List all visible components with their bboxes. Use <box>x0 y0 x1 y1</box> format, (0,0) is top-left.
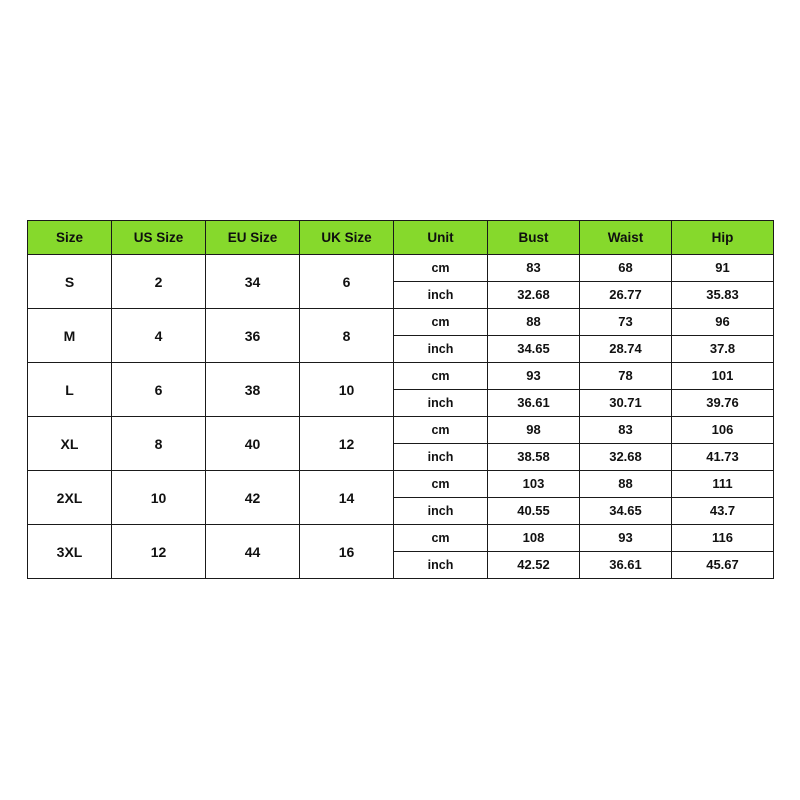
cell-eu-size: 38 <box>206 363 300 417</box>
cell-eu-size: 44 <box>206 525 300 579</box>
cell-bust: 108 <box>488 525 580 552</box>
cell-unit: inch <box>394 336 488 363</box>
cell-size: 3XL <box>28 525 112 579</box>
table-header <box>28 221 774 255</box>
cell-unit: inch <box>394 498 488 525</box>
cell-hip: 37.8 <box>672 336 774 363</box>
cell-unit: cm <box>394 255 488 282</box>
cell-size: XL <box>28 417 112 471</box>
column-header-uk-size: UK Size <box>300 221 394 255</box>
cell-bust: 83 <box>488 255 580 282</box>
cell-hip: 39.76 <box>672 390 774 417</box>
cell-waist: 30.71 <box>580 390 672 417</box>
table-row <box>28 417 774 444</box>
cell-hip: 91 <box>672 255 774 282</box>
cell-hip: 96 <box>672 309 774 336</box>
column-header-hip: Hip <box>672 221 774 255</box>
cell-hip: 41.73 <box>672 444 774 471</box>
cell-waist: 28.74 <box>580 336 672 363</box>
column-header-size: Size <box>28 221 112 255</box>
cell-waist: 68 <box>580 255 672 282</box>
cell-hip: 45.67 <box>672 552 774 579</box>
cell-waist: 32.68 <box>580 444 672 471</box>
cell-us-size: 2 <box>112 255 206 309</box>
cell-hip: 43.7 <box>672 498 774 525</box>
cell-bust: 38.58 <box>488 444 580 471</box>
cell-hip: 35.83 <box>672 282 774 309</box>
cell-size: S <box>28 255 112 309</box>
cell-waist: 83 <box>580 417 672 444</box>
cell-us-size: 6 <box>112 363 206 417</box>
table-row <box>28 363 774 390</box>
cell-uk-size: 8 <box>300 309 394 363</box>
cell-bust: 98 <box>488 417 580 444</box>
table-body <box>28 255 774 579</box>
cell-unit: inch <box>394 444 488 471</box>
cell-waist: 73 <box>580 309 672 336</box>
size-chart-table <box>27 220 774 579</box>
column-header-unit: Unit <box>394 221 488 255</box>
column-header-us-size: US Size <box>112 221 206 255</box>
cell-uk-size: 16 <box>300 525 394 579</box>
cell-hip: 106 <box>672 417 774 444</box>
cell-hip: 101 <box>672 363 774 390</box>
cell-unit: cm <box>394 471 488 498</box>
cell-us-size: 4 <box>112 309 206 363</box>
cell-unit: inch <box>394 552 488 579</box>
cell-uk-size: 6 <box>300 255 394 309</box>
cell-bust: 93 <box>488 363 580 390</box>
cell-eu-size: 42 <box>206 471 300 525</box>
cell-us-size: 8 <box>112 417 206 471</box>
cell-waist: 88 <box>580 471 672 498</box>
cell-us-size: 12 <box>112 525 206 579</box>
size-chart-container <box>27 220 773 579</box>
cell-bust: 40.55 <box>488 498 580 525</box>
cell-bust: 32.68 <box>488 282 580 309</box>
cell-hip: 116 <box>672 525 774 552</box>
cell-bust: 34.65 <box>488 336 580 363</box>
cell-unit: cm <box>394 525 488 552</box>
cell-bust: 103 <box>488 471 580 498</box>
column-header-eu-size: EU Size <box>206 221 300 255</box>
cell-waist: 93 <box>580 525 672 552</box>
cell-size: M <box>28 309 112 363</box>
column-header-bust: Bust <box>488 221 580 255</box>
cell-uk-size: 12 <box>300 417 394 471</box>
cell-unit: inch <box>394 390 488 417</box>
table-row <box>28 255 774 282</box>
cell-hip: 111 <box>672 471 774 498</box>
cell-bust: 36.61 <box>488 390 580 417</box>
cell-uk-size: 14 <box>300 471 394 525</box>
table-row <box>28 525 774 552</box>
cell-bust: 42.52 <box>488 552 580 579</box>
column-header-waist: Waist <box>580 221 672 255</box>
table-row <box>28 471 774 498</box>
cell-size: L <box>28 363 112 417</box>
cell-us-size: 10 <box>112 471 206 525</box>
cell-waist: 78 <box>580 363 672 390</box>
cell-size: 2XL <box>28 471 112 525</box>
cell-unit: cm <box>394 363 488 390</box>
table-header-row <box>28 221 774 255</box>
cell-waist: 36.61 <box>580 552 672 579</box>
cell-eu-size: 40 <box>206 417 300 471</box>
table-row <box>28 309 774 336</box>
cell-uk-size: 10 <box>300 363 394 417</box>
cell-waist: 26.77 <box>580 282 672 309</box>
cell-unit: cm <box>394 309 488 336</box>
cell-unit: inch <box>394 282 488 309</box>
cell-eu-size: 34 <box>206 255 300 309</box>
cell-eu-size: 36 <box>206 309 300 363</box>
cell-unit: cm <box>394 417 488 444</box>
cell-waist: 34.65 <box>580 498 672 525</box>
cell-bust: 88 <box>488 309 580 336</box>
